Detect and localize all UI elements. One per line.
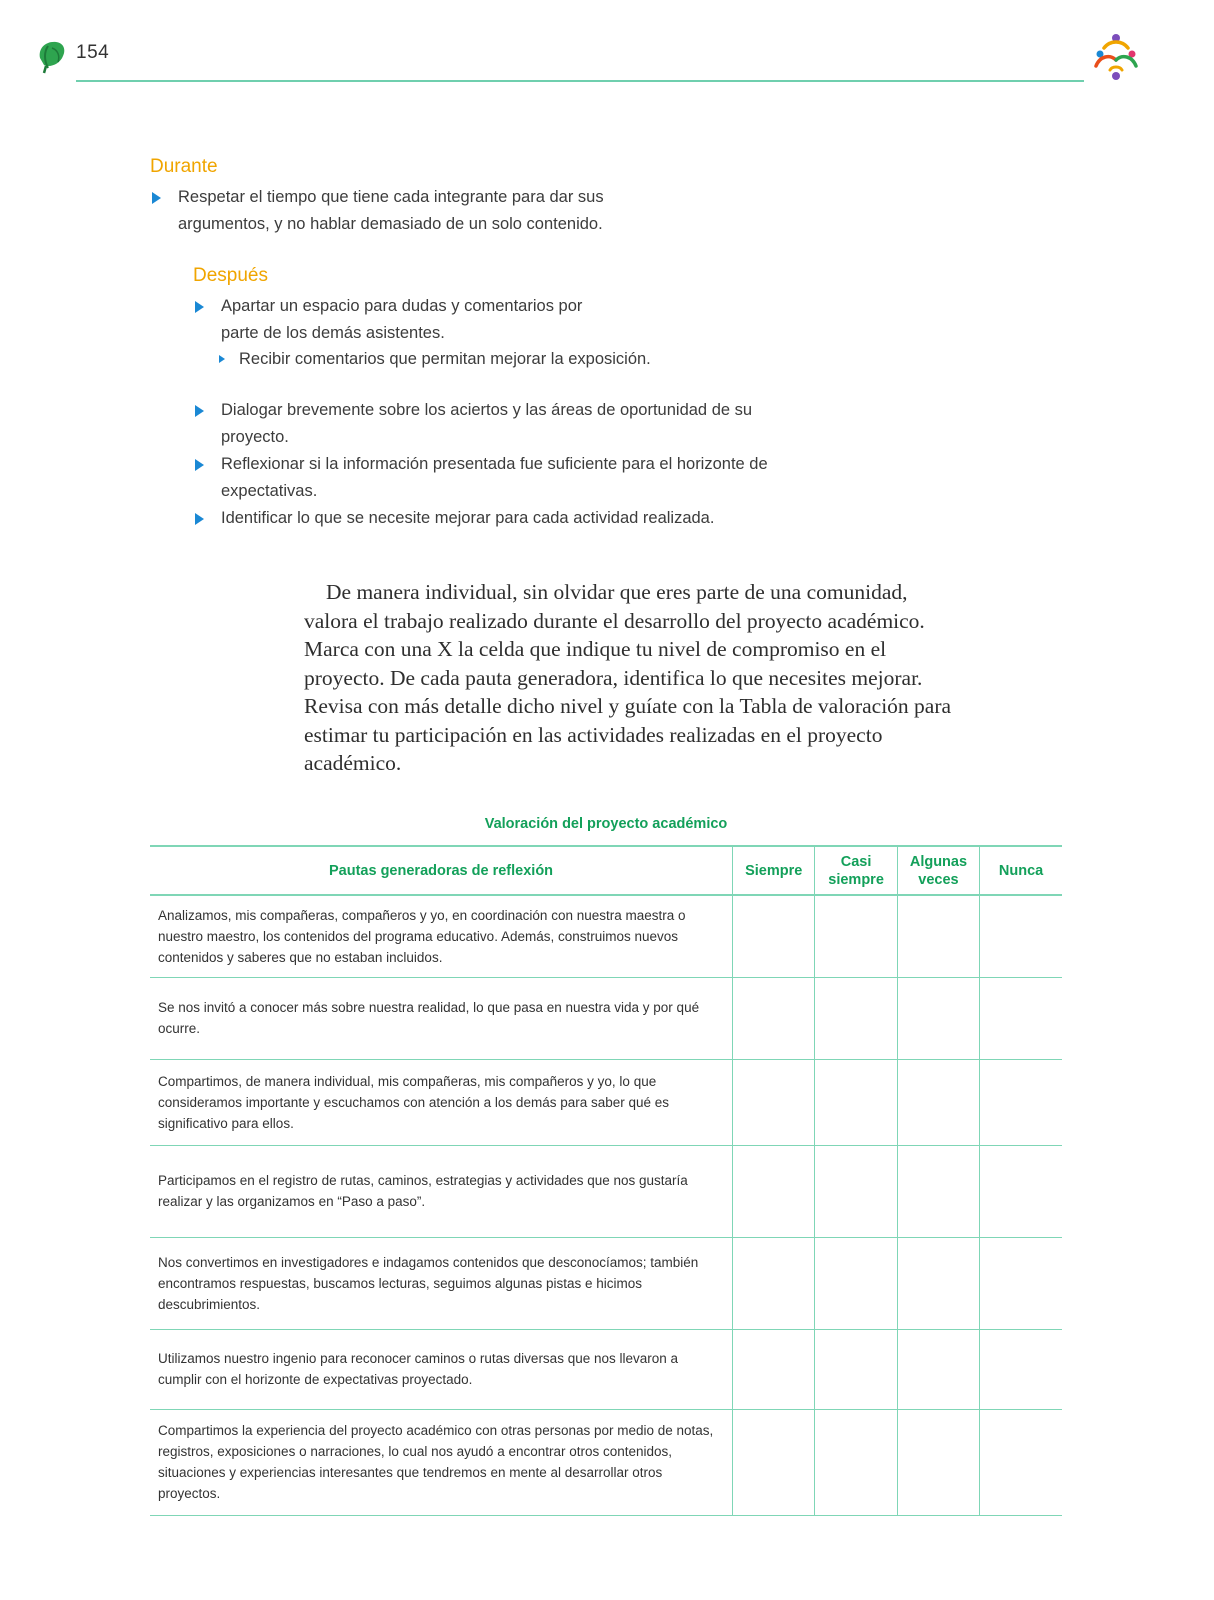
header-algunas-veces: Algunas veces bbox=[897, 846, 979, 895]
table-row bbox=[150, 1409, 1062, 1515]
mark-cell-nunca[interactable] bbox=[980, 1409, 1062, 1515]
mark-cell-algunas-veces[interactable] bbox=[897, 895, 979, 977]
table-row bbox=[150, 1237, 1062, 1329]
criteria-cell: Analizamos, mis compañeras, compañeros y yo, en coordinación con nuestra maestra o nuestro maestro, los contenidos del programa educativo. Además, construimos nuevos contenidos y saberes que no estaban incluidos. bbox=[150, 895, 733, 977]
page-number: 154 bbox=[76, 42, 110, 63]
leaf-icon bbox=[36, 38, 68, 74]
arrow-bullet-icon bbox=[219, 355, 225, 363]
mark-cell-algunas-veces[interactable] bbox=[897, 1237, 979, 1329]
table-row bbox=[150, 1329, 1062, 1409]
list-item: Apartar un espacio para dudas y comentarios por parte de los demás asistentes. bbox=[193, 293, 613, 347]
community-logo-icon bbox=[1090, 32, 1142, 84]
criteria-cell: Se nos invitó a conocer más sobre nuestra realidad, lo que pasa en nuestra vida y por qué ocurre. bbox=[150, 977, 733, 1059]
page-header bbox=[0, 0, 1214, 100]
mark-cell-algunas-veces[interactable] bbox=[897, 1145, 979, 1237]
mark-cell-algunas-veces[interactable] bbox=[897, 1409, 979, 1515]
arrow-bullet-icon bbox=[195, 405, 204, 417]
table-row bbox=[150, 1145, 1062, 1237]
mark-cell-algunas-veces[interactable] bbox=[897, 1059, 979, 1145]
criteria-cell: Participamos en el registro de rutas, caminos, estrategias y actividades que nos gustaría realizar y las organizamos en “Paso a paso”. bbox=[150, 1145, 733, 1237]
criteria-cell: Utilizamos nuestro ingenio para reconocer caminos o rutas diversas que nos llevaron a cumplir con el horizonte de expectativas proyectado. bbox=[150, 1329, 733, 1409]
list-item: Reflexionar si la información presentada fue suficiente para el horizonte de expectativas. bbox=[193, 451, 773, 505]
table-caption: Valoración del proyecto académico bbox=[484, 816, 728, 832]
mark-cell-algunas-veces[interactable] bbox=[897, 977, 979, 1059]
mark-cell-casi-siempre[interactable] bbox=[815, 1059, 897, 1145]
list-item: Dialogar brevemente sobre los aciertos y las áreas de oportunidad de su proyecto. bbox=[193, 397, 773, 451]
mark-cell-siempre[interactable] bbox=[733, 1237, 815, 1329]
mark-cell-siempre[interactable] bbox=[733, 1145, 815, 1237]
table-row bbox=[150, 1059, 1062, 1145]
header-casi-siempre: Casi siempre bbox=[815, 846, 897, 895]
mark-cell-siempre[interactable] bbox=[733, 1059, 815, 1145]
mark-cell-algunas-veces[interactable] bbox=[897, 1329, 979, 1409]
mark-cell-nunca[interactable] bbox=[980, 1237, 1062, 1329]
mark-cell-casi-siempre[interactable] bbox=[815, 977, 897, 1059]
despues-sublist bbox=[217, 346, 737, 373]
arrow-bullet-icon bbox=[152, 192, 161, 204]
header-siempre: Siempre bbox=[733, 846, 815, 895]
header-rule bbox=[76, 80, 1084, 82]
mark-cell-siempre[interactable] bbox=[733, 1409, 815, 1515]
table-header-row bbox=[150, 846, 1062, 895]
mark-cell-casi-siempre[interactable] bbox=[815, 1237, 897, 1329]
mark-cell-nunca[interactable] bbox=[980, 1145, 1062, 1237]
mark-cell-casi-siempre[interactable] bbox=[815, 1409, 897, 1515]
arrow-bullet-icon bbox=[195, 459, 204, 471]
despues-list-2 bbox=[193, 397, 773, 532]
mark-cell-siempre[interactable] bbox=[733, 1329, 815, 1409]
mark-cell-nunca[interactable] bbox=[980, 977, 1062, 1059]
mark-cell-casi-siempre[interactable] bbox=[815, 1329, 897, 1409]
table-row bbox=[150, 895, 1062, 977]
list-item: Recibir comentarios que permitan mejorar la exposición. bbox=[217, 346, 737, 373]
mark-cell-nunca[interactable] bbox=[980, 1329, 1062, 1409]
header-nunca: Nunca bbox=[980, 846, 1062, 895]
criteria-cell: Compartimos la experiencia del proyecto académico con otras personas por medio de notas, registros, exposiciones o narraciones, lo cual nos ayudó a encontrar otros contenidos, situaciones y experiencias interesantes que tendremos en mente al desarrollar otros proyectos. bbox=[150, 1409, 733, 1515]
mark-cell-nunca[interactable] bbox=[980, 895, 1062, 977]
despues-list-1 bbox=[193, 293, 613, 347]
evaluation-table bbox=[150, 845, 1062, 1516]
arrow-bullet-icon bbox=[195, 513, 204, 525]
mark-cell-siempre[interactable] bbox=[733, 977, 815, 1059]
mark-cell-casi-siempre[interactable] bbox=[815, 895, 897, 977]
header-criteria: Pautas generadoras de reflexión bbox=[150, 846, 733, 895]
arrow-bullet-icon bbox=[195, 301, 204, 313]
criteria-cell: Compartimos, de manera individual, mis compañeras, mis compañeros y yo, lo que consideramos importante y escuchamos con atención a los demás para saber qué es significativo para ellos. bbox=[150, 1059, 733, 1145]
durante-list bbox=[150, 184, 670, 238]
mark-cell-siempre[interactable] bbox=[733, 895, 815, 977]
intro-paragraph: De manera individual, sin olvidar que eres parte de una comunidad, valora el trabajo realizado durante el desarrollo del proyecto académico. Marca con una X la celda que indique tu nivel de compromiso en el proyecto. De cada pauta generadora, identifica lo que necesites mejorar. Revisa con más detalle dicho nivel y guíate con la Tabla de valoración para estimar tu participación en las actividades realizadas en el proyecto académico. bbox=[304, 580, 952, 775]
durante-title: Durante bbox=[150, 156, 218, 177]
table-row bbox=[150, 977, 1062, 1059]
list-item: Respetar el tiempo que tiene cada integrante para dar sus argumentos, y no hablar demasiado de un solo contenido. bbox=[150, 184, 670, 238]
list-item: Identificar lo que se necesite mejorar para cada actividad realizada. bbox=[193, 505, 793, 532]
criteria-cell: Nos convertimos en investigadores e indagamos contenidos que desconocíamos; también encontramos respuestas, buscamos lecturas, seguimos algunas pistas e hicimos descubrimientos. bbox=[150, 1237, 733, 1329]
mark-cell-casi-siempre[interactable] bbox=[815, 1145, 897, 1237]
despues-title: Después bbox=[193, 265, 268, 286]
mark-cell-nunca[interactable] bbox=[980, 1059, 1062, 1145]
